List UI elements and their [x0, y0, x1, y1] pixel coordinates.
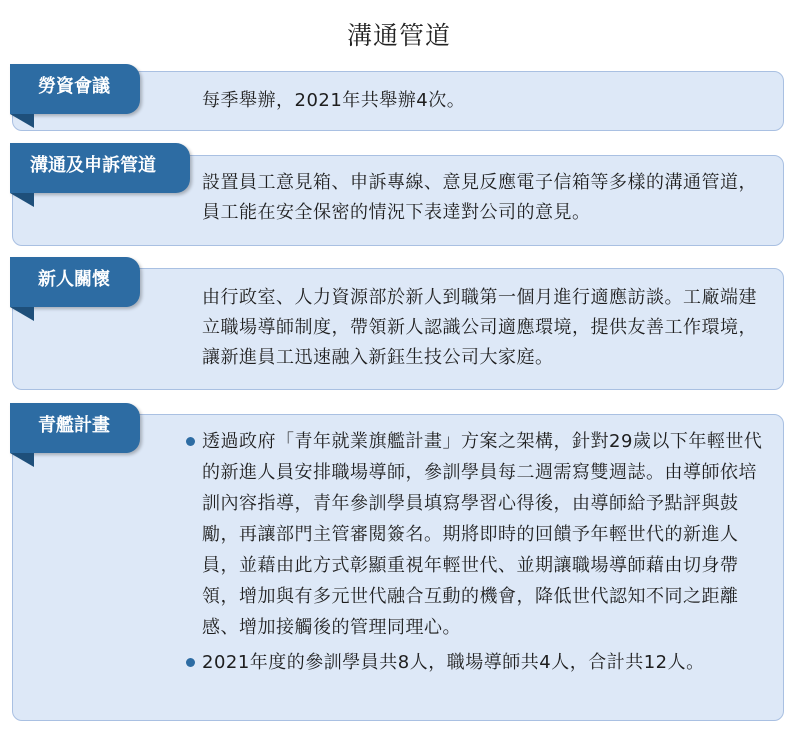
- section-tag-grievance: 溝通及申訴管道: [10, 143, 190, 193]
- section-text-grievance: 設置員工意見箱、申訴專線、意見反應電子信箱等多樣的溝通管道，員工能在安全保密的情況下表達對公司的意見。: [202, 172, 757, 223]
- list-item: [186, 426, 766, 643]
- bullet-dot-icon: [186, 437, 195, 446]
- tag-fold: [10, 453, 34, 467]
- section-text-new-hire: 由行政室、人力資源部於新人到職第一個月進行適應訪談。工廠端建立職場導師制度，帶領新人認識公司適應環境，提供友善工作環境，讓新進員工迅速融入新鈺生技公司大家庭。: [202, 287, 757, 368]
- section-tag-labor-meeting: 勞資會議: [10, 64, 140, 114]
- tag-fold: [10, 307, 34, 321]
- bullet-dot-icon: [186, 658, 195, 667]
- section-text-labor-meeting: 每季舉辦，2021年共舉辦4次。: [202, 90, 466, 111]
- page-title: 溝通管道: [346, 21, 451, 50]
- bullet-text: 2021年度的參訓學員共8人，職場導師共4人，合計共12人。: [202, 652, 705, 673]
- section-tag-new-hire: 新人關懷: [10, 257, 140, 307]
- tag-fold: [10, 193, 34, 207]
- bullet-text: 透過政府「青年就業旗艦計畫」方案之架構，針對29歲以下年輕世代的新進人員安排職場導師，參訓學員每二週需寫雙週誌。由導師依培訓內容指導，青年參訓學員填寫學習心得後，由導師給予點評與鼓勵，再讓部門主管審閱簽名。期將即時的回饋予年輕世代的新進人員，並藉由此方式彰顯重視年輕世代、並期讓職場導師藉由切身帶領，增加與有多元世代融合互動的機會，降低世代認知不同之距離感、增加接觸後的管理同理心。: [202, 431, 763, 638]
- section-tag-youth-program: 青艦計畫: [10, 403, 140, 453]
- tag-fold: [10, 114, 34, 128]
- list-item: [186, 647, 766, 678]
- youth-program-bullet-list: [186, 426, 766, 678]
